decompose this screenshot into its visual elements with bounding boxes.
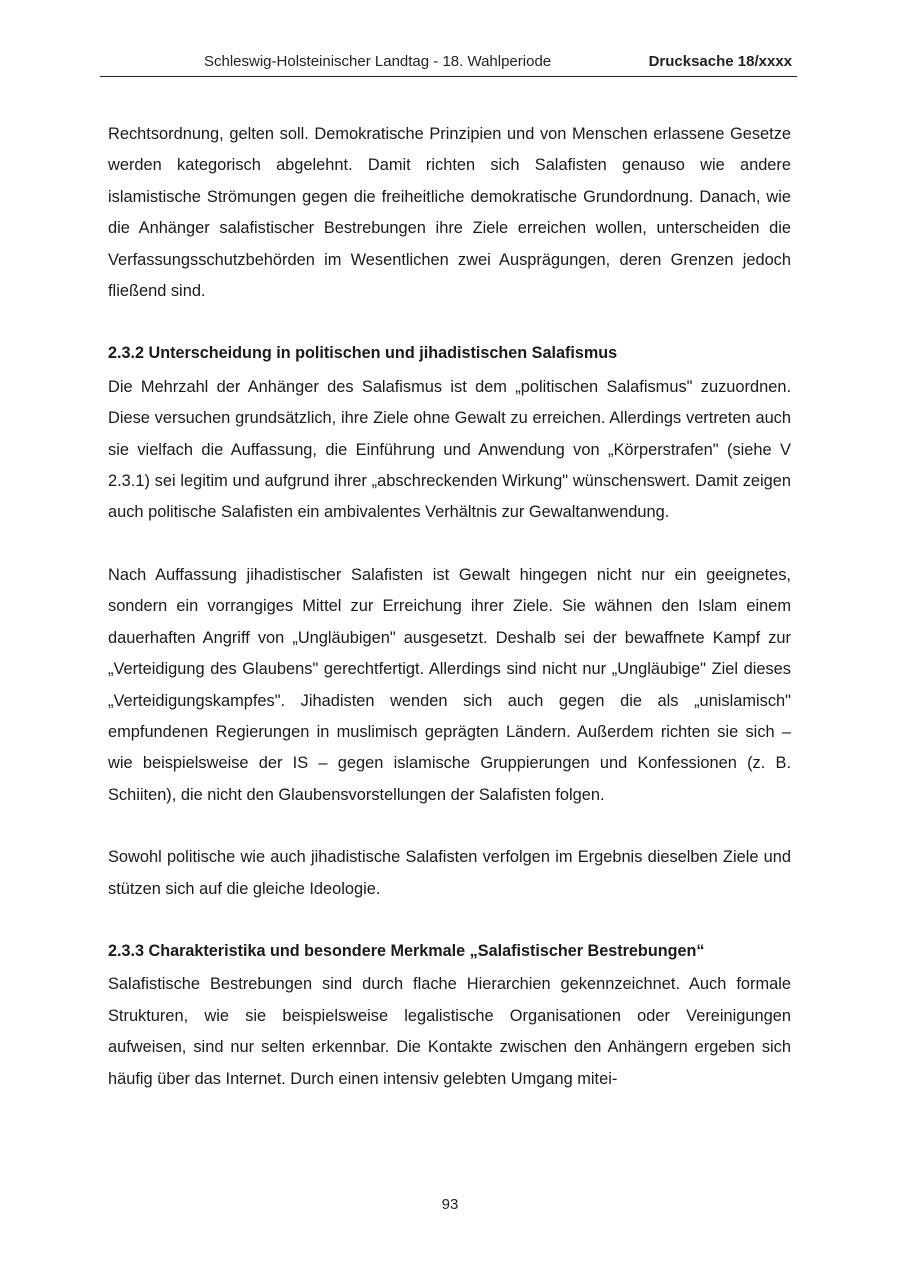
page-header [100,50,797,77]
paragraph: Sowohl politische wie auch jihadistische Salafisten verfolgen im Ergebnis dieselben Ziele und stützen sich auf die gleiche Ideologie. [108,848,791,898]
document-body [108,119,791,1095]
section-heading-2-3-2: 2.3.2 Unterscheidung in politischen und jihadistischen Salafismus [108,344,618,363]
page-number: 93 [441,1196,459,1213]
paragraph: Rechtsordnung, gelten soll. Demokratische Prinzipien und von Menschen erlassene Gesetze werden kategorisch abgelehnt. Damit richten sich Salafisten genauso wie andere islamistische Strömungen gegen die freiheitliche demokratische Grundordnung. Danach, wie die Anhänger salafistischer Bestrebungen ihre Ziele erreichen wollen, unterscheiden die Verfassungsschutzbehörden im Wesentlichen zwei Ausprägungen, deren Grenzen jedoch fließend sind. [108,125,791,301]
paragraph: Nach Auffassung jihadistischer Salafisten ist Gewalt hingegen nicht nur ein geeignetes, sondern ein vorrangiges Mittel zur Erreichung ihrer Ziele. Sie wähnen den Islam einem dauerhaften Angriff von „Ungläubigen" ausgesetzt. Deshalb sei der bewaffnete Kampf zur „Verteidigung des Glaubens" gerechtfertigt. Allerdings sind nicht nur „Ungläubige" Ziel dieses „Verteidigungskampfes". Jihadisten wenden sich auch gegen die als „unislamisch" empfundenen Regierungen in muslimisch geprägten Ländern. Außerdem richten sie sich – wie beispielsweise der IS – gegen islamische Gruppierungen und Konfessionen (z. B. Schiiten), die nicht den Glaubensvorstellungen der Salafisten folgen. [108,565,791,804]
paragraph: Salafistische Bestrebungen sind durch flache Hierarchien gekennzeichnet. Auch formale Strukturen, wie sie beispielsweise legalistische Organisationen oder Vereinigungen aufweisen, sind nur selten erkennbar. Die Kontakte zwischen den Anhängern ergeben sich häufig über das Internet. Durch einen intensiv gelebten Umgang mitei- [108,975,791,1088]
section-heading-2-3-3: 2.3.3 Charakteristika und besondere Merkmale „Salafistischer Bestrebungen“ [108,941,705,960]
paragraph: Die Mehrzahl der Anhänger des Salafismus ist dem „politischen Salafismus" zuzuordnen. Diese versuchen grundsätzlich, ihre Ziele ohne Gewalt zu erreichen. Allerdings vertreten auch sie vielfach die Auffassung, die Einführung und Anwendung von „Körperstrafen" (siehe V 2.3.1) sei legitim und aufgrund ihrer „abschreckenden Wirkung" wünschenswert. Damit zeigen auch politische Salafisten ein ambivalentes Verhältnis zur Gewaltanwendung. [108,377,791,522]
header-document-number: Drucksache 18/xxxx [648,53,792,70]
header-title: Schleswig-Holsteinischer Landtag - 18. Wahlperiode [204,53,552,70]
